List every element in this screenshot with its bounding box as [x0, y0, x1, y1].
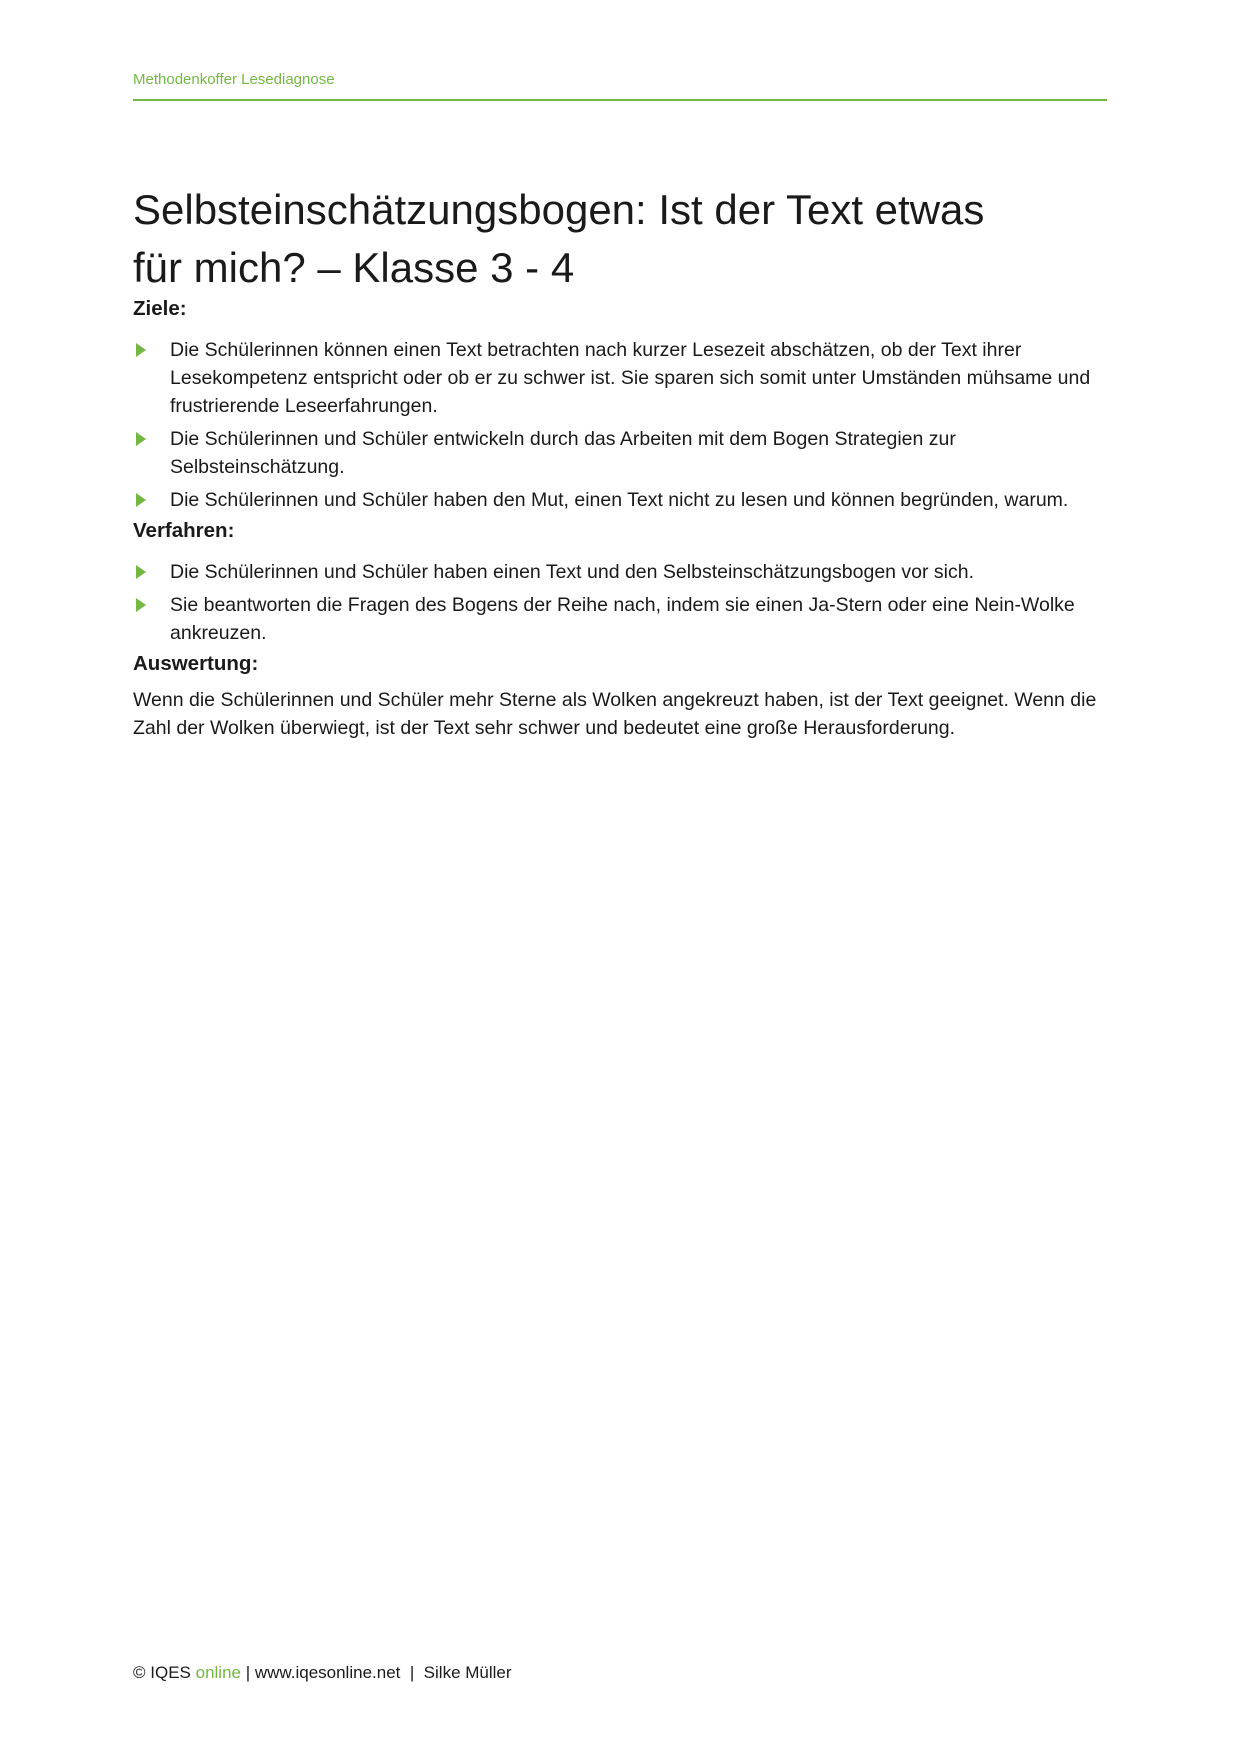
list-item-text: Sie beantworten die Fragen des Bogens der Reihe nach, indem sie einen Ja-Stern oder eine Nein-Wolke ankreuzen.	[170, 593, 1075, 644]
section-verfahren	[133, 519, 1107, 647]
list-item-text: Die Schülerinnen und Schüler entwickeln durch das Arbeiten mit dem Bogen Strategien zur Selbsteinschätzung.	[170, 427, 956, 478]
bullet-arrow-icon	[136, 493, 146, 507]
page-content	[0, 0, 1240, 742]
auswertung-paragraph: Wenn die Schülerinnen und Schüler mehr Sterne als Wolken angekreuzt haben, ist der Text geeignet. Wenn die Zahl der Wolken überwiegt, ist der Text sehr schwer und bedeutet eine große Herausforderung.	[133, 688, 1097, 739]
page-title: Selbsteinschätzungsbogen: Ist der Text etwas für mich? – Klasse 3 - 4	[133, 185, 985, 291]
list-item	[133, 425, 1107, 481]
footer	[133, 1662, 512, 1684]
list-item	[133, 336, 1107, 420]
list-item-text: Die Schülerinnen und Schüler haben einen Text und den Selbsteinschätzungsbogen vor sich.	[170, 560, 975, 583]
bullet-arrow-icon	[136, 565, 146, 579]
section-heading-verfahren: Verfahren:	[133, 518, 235, 542]
header-label: Methodenkoffer Lesediagnose	[133, 71, 335, 88]
footer-brand: online	[195, 1663, 241, 1682]
section-auswertung	[133, 652, 1107, 742]
section-heading-auswertung: Auswertung:	[133, 651, 259, 675]
footer-text: | www.iqesonline.net | Silke Müller	[240, 1663, 512, 1682]
list-item	[133, 486, 1107, 514]
header-rule	[133, 99, 1107, 101]
bullet-arrow-icon	[136, 598, 146, 612]
bullet-arrow-icon	[136, 432, 146, 446]
document-header	[133, 70, 1107, 101]
section-heading-ziele: Ziele:	[133, 296, 187, 320]
footer-copyright: © IQES	[133, 1663, 196, 1682]
section-ziele	[133, 297, 1107, 514]
ziele-bullet-list	[133, 336, 1107, 514]
list-item	[133, 558, 1107, 586]
bullet-arrow-icon	[136, 343, 146, 357]
verfahren-bullet-list	[133, 558, 1107, 647]
list-item-text: Die Schülerinnen und Schüler haben den Mut, einen Text nicht zu lesen und können begründen, warum.	[170, 488, 1069, 511]
list-item	[133, 591, 1107, 647]
list-item-text: Die Schülerinnen können einen Text betrachten nach kurzer Lesezeit abschätzen, ob der Text ihrer Lesekompetenz entspricht oder ob er zu schwer ist. Sie sparen sich somit unter Umständen mühsame und frustrierende Leseerfahrungen.	[170, 338, 1091, 417]
